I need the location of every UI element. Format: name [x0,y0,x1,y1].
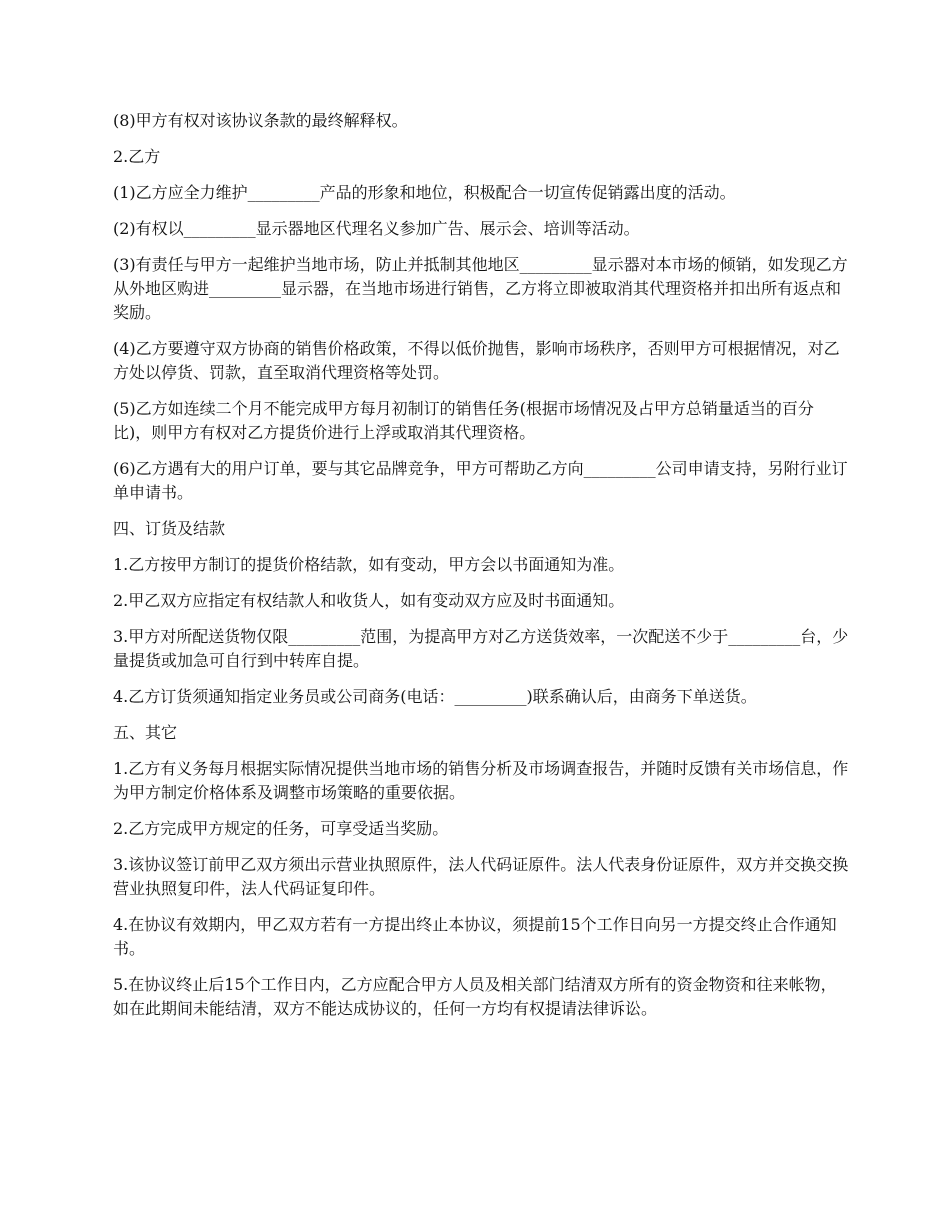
clause-ordering-1: 1.乙方按甲方制订的提货价格结款，如有变动，甲方会以书面通知为准。 [113,555,625,574]
clause-party-b-6: (6)乙方遇有大的用户订单，要与其它品牌竞争，甲方可帮助乙方向_________公司申请支持，另附行业订单申请书。 [113,459,848,502]
section-party-b-heading: 2.乙方 [113,147,161,166]
clause-party-b-4: (4)乙方要遵守双方协商的销售价格政策，不得以低价抛售，影响市场秩序，否则甲方可根据情况，对乙方处以停货、罚款，直至取消代理资格等处罚。 [113,339,840,382]
clause-party-a-8: (8)甲方有权对该协议条款的最终解释权。 [113,111,408,130]
document-body [113,109,850,1033]
clause-other-3: 3.该协议签订前甲乙双方须出示营业执照原件，法人代码证原件。法人代表身份证原件，双方并交换交换营业执照复印件，法人代码证复印件。 [113,855,849,898]
clause-party-b-5: (5)乙方如连续二个月不能完成甲方每月初制订的销售任务(根据市场情况及占甲方总销量适当的百分比)，则甲方有权对乙方提货价进行上浮或取消其代理资格。 [113,399,814,442]
clause-other-1: 1.乙方有义务每月根据实际情况提供当地市场的销售分析及市场调查报告，并随时反馈有关市场信息，作为甲方制定价格体系及调整市场策略的重要依据。 [113,759,849,802]
clause-other-5: 5.在协议终止后15个工作日内，乙方应配合甲方人员及相关部门结清双方所有的资金物资和往来帐物，如在此期间未能结清，双方不能达成协议的，任何一方均有权提请法律诉讼。 [113,975,837,1018]
section-other-heading: 五、其它 [113,723,178,742]
clause-ordering-3: 3.甲方对所配送货物仅限_________范围，为提高甲方对乙方送货效率，一次配送不少于_________台，少量提货或加急可自行到中转库自提。 [113,627,849,670]
clause-ordering-2: 2.甲乙双方应指定有权结款人和收货人，如有变动双方应及时书面通知。 [113,591,625,610]
section-ordering-heading: 四、订货及结款 [113,519,226,538]
clause-other-4: 4.在协议有效期内，甲乙双方若有一方提出终止本协议，须提前15个工作日向另一方提交终止合作通知书。 [113,915,837,958]
clause-party-b-3: (3)有责任与甲方一起维护当地市场，防止并抵制其他地区_________显示器对本市场的倾销，如发现乙方从外地区购进_________显示器，在当地市场进行销售，乙方将立即被取消其代理资格并扣出所有返点和奖励。 [113,255,848,322]
clause-other-2: 2.乙方完成甲方规定的任务，可享受适当奖励。 [113,819,449,838]
clause-party-b-1: (1)乙方应全力维护_________产品的形象和地位，积极配合一切宣传促销露出度的活动。 [113,183,736,202]
clause-ordering-4: 4.乙方订货须通知指定业务员或公司商务(电话：_________)联系确认后，由商务下单送货。 [113,687,757,706]
clause-party-b-2: (2)有权以_________显示器地区代理名义参加广告、展示会、培训等活动。 [113,219,640,238]
